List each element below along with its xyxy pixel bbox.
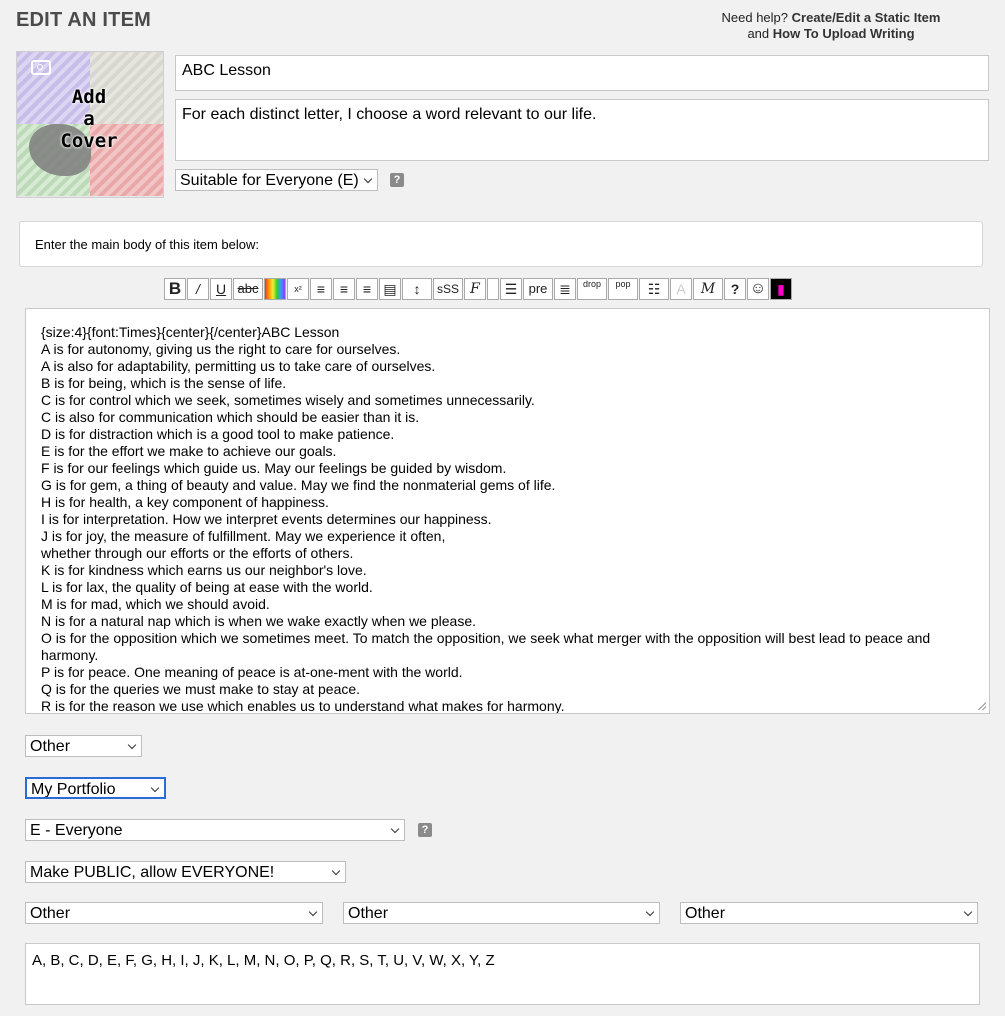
title-input[interactable]: ABC Lesson (175, 55, 989, 91)
body-line: D is for distraction which is a good tool to make patience. (41, 426, 395, 442)
pop-quote-button[interactable]: pop (608, 278, 638, 300)
align-center-icon[interactable]: ≡ (333, 278, 355, 300)
letter-icon[interactable]: A (670, 278, 692, 300)
add-cover-button[interactable] (16, 51, 164, 198)
body-content (41, 324, 974, 714)
page-title: EDIT AN ITEM (16, 9, 151, 31)
body-line: H is for health, a key component of happiness. (41, 494, 329, 510)
body-line: O is for the opposition which we sometimes meet. To match the opposition, we seek what merger with the opposition will best lead to peace and harmony. (41, 630, 935, 663)
body-line: A is also for adaptability, permitting us to take care of ourselves. (41, 358, 436, 374)
body-line: N is for a natural nap which is when we wake exactly when we please. (41, 613, 476, 629)
gallery-icon[interactable]: ▮ (770, 278, 792, 300)
rating-select[interactable] (25, 819, 405, 841)
body-line: L is for lax, the quality of being at ease with the world. (41, 579, 373, 595)
camera-icon (31, 60, 51, 75)
body-line: R is for the reason we use which enables us to understand what makes for harmony. (41, 698, 565, 714)
color-icon[interactable] (264, 278, 286, 300)
body-line: G is for gem, a thing of beauty and value. May we find the nonmaterial gems of life. (41, 477, 556, 493)
body-line: C is for control which we seek, sometimes wisely and sometimes unnecessarily. (41, 392, 535, 408)
folder-value: My Portfolio (31, 781, 116, 798)
strikethrough-button[interactable]: abc (233, 278, 263, 300)
smiley-icon[interactable]: ☺ (747, 278, 769, 300)
category-select-1[interactable] (25, 902, 323, 924)
center-block-icon[interactable]: ≣ (554, 278, 576, 300)
drop-cap-button[interactable]: drop (577, 278, 607, 300)
help-prefix: Need help? (721, 10, 789, 25)
description-textarea[interactable]: For each distinct letter, I choose a word relevant to our life. (175, 99, 989, 161)
formatting-toolbar (164, 278, 792, 302)
body-line: B is for being, which is the sense of life. (41, 375, 287, 391)
help-link-static-item[interactable]: Create/Edit a Static Item (791, 10, 941, 25)
body-line: P is for peace. One meaning of peace is at-one-ment with the world. (41, 664, 463, 680)
body-line: E is for the effort we make to achieve our goals. (41, 443, 337, 459)
genre-value: Other (30, 738, 71, 755)
folder-select[interactable] (25, 777, 166, 799)
category-value-2: Other (348, 905, 389, 922)
align-right-icon[interactable]: ≡ (356, 278, 378, 300)
body-instructions (19, 221, 983, 267)
script-font-icon[interactable]: M (693, 278, 723, 300)
italic-button[interactable]: / (187, 278, 209, 300)
keywords-input[interactable]: A, B, C, D, E, F, G, H, I, J, K, L, M, N, O, P, Q, R, S, T, U, V, W, X, Y, Z (25, 943, 980, 1005)
help-text (690, 10, 972, 42)
superscript-icon[interactable]: x² (287, 278, 309, 300)
body-line: Q is for the queries we must make to stay at peace. (41, 681, 361, 697)
spacer-icon (487, 278, 499, 300)
privacy-value: Make PUBLIC, allow EVERYONE! (30, 864, 275, 881)
numbered-list-icon[interactable]: ☷ (639, 278, 669, 300)
line-height-icon[interactable]: ↕ (402, 278, 432, 300)
body-textarea[interactable] (25, 308, 990, 714)
category-value-3: Other (685, 905, 726, 922)
category-select-2[interactable] (343, 902, 660, 924)
genre-select[interactable] (25, 735, 142, 757)
font-size-icon[interactable]: sSS (433, 278, 463, 300)
body-line: {size:4}{font:Times}{center}{/center}ABC Lesson (41, 324, 340, 340)
privacy-select[interactable] (25, 861, 346, 883)
body-line: A is for autonomy, giving us the right to care for ourselves. (41, 341, 401, 357)
underline-button[interactable]: U (210, 278, 232, 300)
font-icon[interactable]: F (464, 278, 486, 300)
rating-help-icon[interactable]: ? (418, 823, 432, 837)
help-question-icon[interactable]: ? (390, 173, 404, 187)
indent-icon[interactable]: ☰ (500, 278, 522, 300)
body-line: whether through our efforts or the efforts of others. (41, 545, 354, 561)
suitability-value: Suitable for Everyone (E) (180, 172, 359, 189)
body-line: I is for interpretation. How we interpret events determines our happiness. (41, 511, 492, 527)
add-cover-label: Add a Cover (60, 86, 118, 152)
resize-handle[interactable] (978, 702, 986, 710)
help-button[interactable]: ? (724, 278, 746, 300)
body-line: K is for kindness which earns us our neighbor's love. (41, 562, 367, 578)
justify-icon[interactable]: ▤ (379, 278, 401, 300)
suitability-select[interactable] (175, 169, 378, 191)
preformatted-button[interactable]: pre (523, 278, 553, 300)
body-label: Enter the main body of this item below: (35, 237, 260, 252)
align-left-icon[interactable]: ≡ (310, 278, 332, 300)
category-value-1: Other (30, 905, 71, 922)
category-select-3[interactable] (680, 902, 978, 924)
help-middle: and (747, 26, 770, 41)
body-line: C is also for communication which should be easier than it is. (41, 409, 420, 425)
body-line: J is for joy, the measure of fulfillment. May we experience it often, (41, 528, 446, 544)
body-line: F is for our feelings which guide us. May our feelings be guided by wisdom. (41, 460, 507, 476)
bold-button[interactable]: B (164, 278, 186, 300)
body-line: M is for mad, which we should avoid. (41, 596, 270, 612)
help-link-upload-writing[interactable]: How To Upload Writing (772, 26, 915, 41)
rating-value: E - Everyone (30, 822, 123, 839)
